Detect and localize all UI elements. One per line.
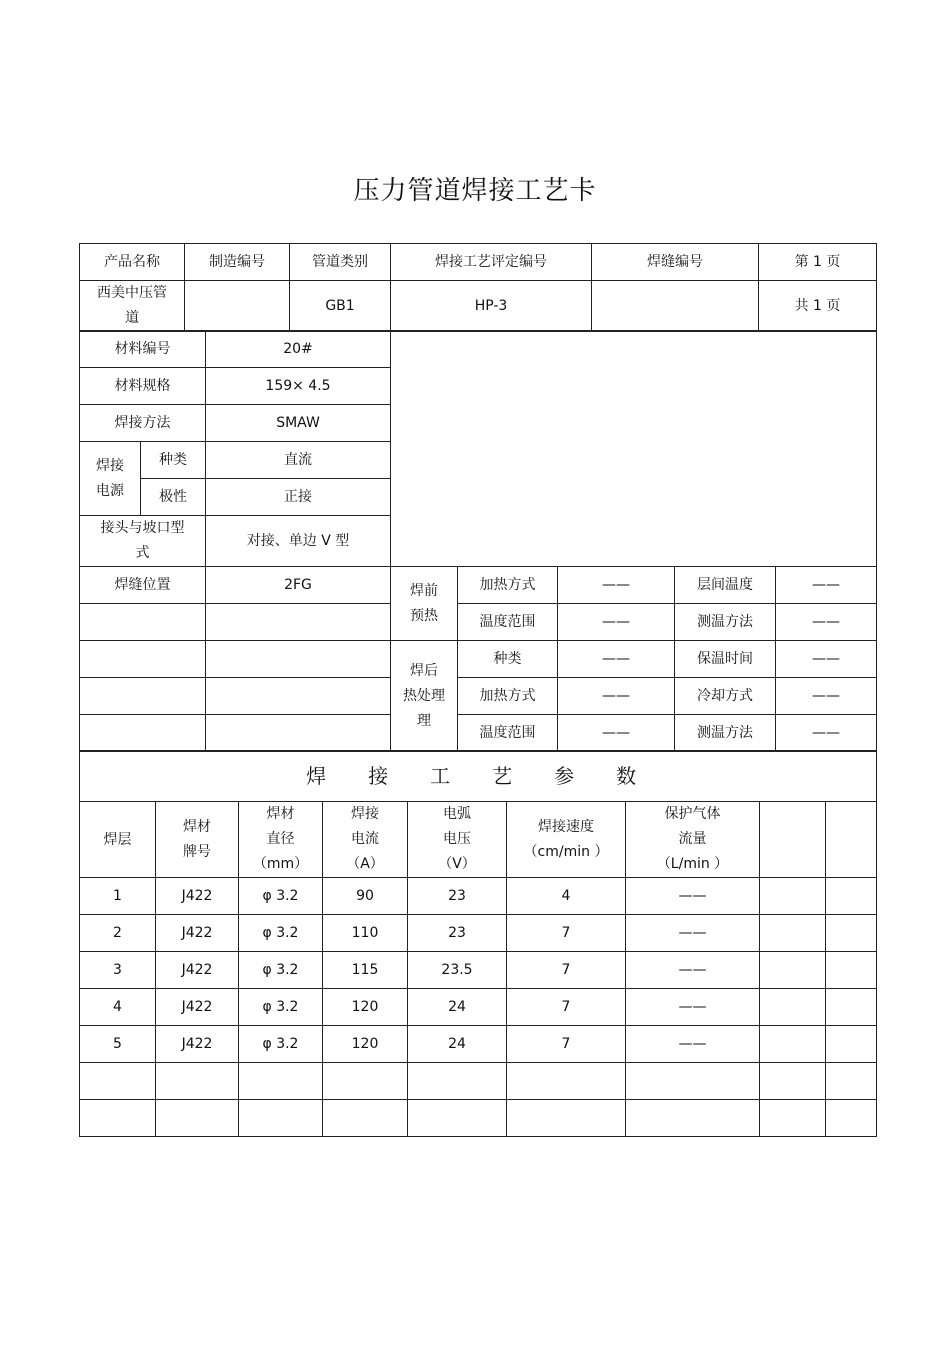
empty-cell [206,641,391,678]
preheat-temp-range-value: —— [558,604,675,641]
weld-method-value: SMAW [206,405,391,442]
preheat-method-value: —— [558,567,675,604]
joint-value: 对接、单边 V 型 [206,516,391,567]
speed-cell: 7 [507,989,626,1026]
speed-cell: 7 [507,952,626,989]
current-cell: 90 [323,878,408,915]
col-header-voltage [408,802,507,878]
empty-cell [826,952,877,989]
diameter-cell: φ 3.2 [239,1026,323,1063]
layer-cell: 1 [80,878,156,915]
col-header-dia-l3: （mm） [252,856,309,872]
cooling-method-value: —— [776,678,877,715]
empty-cell [760,1026,826,1063]
gas-cell: —— [626,878,760,915]
header-product-name-label: 产品名称 [80,244,185,281]
empty-cell [323,1063,408,1100]
section-title-char: 焊 [306,764,341,788]
weld-method-label: 焊接方法 [80,405,206,442]
col-header-current [323,802,408,878]
empty-cell [156,1063,239,1100]
col-header-speed-l2: （cm/min ） [523,843,609,860]
col-header-volt-l1: 电弧 [443,806,471,822]
pwht-temp-range-value: —— [558,715,675,752]
brand-cell: J422 [156,915,239,952]
manufacture-no-value [185,281,290,332]
power-source-line1: 焊接 [96,457,124,474]
weld-position-label: 焊缝位置 [80,567,206,604]
empty-cell [80,604,206,641]
hold-time-value: —— [776,641,877,678]
current-cell: 115 [323,952,408,989]
joint-label [80,516,206,567]
brand-cell: J422 [156,878,239,915]
material-spec-value: 159× 4.5 [206,368,391,405]
header-table [79,243,877,332]
empty-cell [156,1100,239,1137]
brand-cell: J422 [156,989,239,1026]
pwht-line2: 热处理 [403,687,445,704]
brand-cell: J422 [156,952,239,989]
power-source-line2: 电源 [96,482,124,499]
power-source-label [80,442,141,516]
gas-cell: —— [626,1026,760,1063]
pwht-type-label: 种类 [458,641,558,678]
col-header-blank [826,802,877,878]
document-title: 压力管道焊接工艺卡 [353,176,597,206]
empty-cell [760,878,826,915]
joint-label-line1: 接头与坡口型 [100,520,185,536]
empty-cell [626,1100,760,1137]
power-type-value: 直流 [206,442,391,479]
material-no-value: 20# [206,331,391,368]
section-title-char: 接 [368,764,403,788]
col-header-cur-l1: 焊接 [351,806,379,822]
gas-cell: —— [626,989,760,1026]
pwht-method-label: 加热方式 [458,678,558,715]
product-name-cell [80,281,185,332]
preheat-measure-value: —— [776,604,877,641]
material-no-label: 材料编号 [80,331,206,368]
section-title-char: 艺 [492,764,527,788]
current-cell: 120 [323,989,408,1026]
cooling-method-label: 冷却方式 [675,678,776,715]
table-row [80,915,877,952]
power-type-label: 种类 [141,442,206,479]
empty-cell [206,604,391,641]
col-header-gas-l2: 流量 [678,831,707,847]
empty-cell [826,989,877,1026]
empty-cell [408,1100,507,1137]
pwht-temp-range-label: 温度范围 [458,715,558,752]
empty-cell [80,715,206,752]
layer-cell: 2 [80,915,156,952]
pipe-category-value: GB1 [290,281,391,332]
empty-cell [826,915,877,952]
header-manufacture-no-label: 制造编号 [185,244,290,281]
preheat-line1: 焊前 [410,582,438,599]
preheat-line2: 预热 [410,607,438,624]
empty-cell [239,1100,323,1137]
layer-cell: 4 [80,989,156,1026]
preheat-label [391,567,458,641]
empty-cell [507,1063,626,1100]
empty-cell [626,1063,760,1100]
polarity-label: 极性 [141,479,206,516]
diameter-cell: φ 3.2 [239,989,323,1026]
col-header-volt-l2: 电压 [443,831,471,847]
col-header-dia-l2: 直径 [266,831,295,847]
current-cell: 120 [323,1026,408,1063]
pwht-measure-label: 测温方法 [675,715,776,752]
col-header-blank [760,802,826,878]
speed-cell: 7 [507,1026,626,1063]
product-name-line1: 西美中压管 [97,285,167,301]
product-name-line2: 道 [125,310,139,326]
diameter-cell: φ 3.2 [239,952,323,989]
empty-cell [760,952,826,989]
material-table [79,330,877,752]
wps-eval-no-value: HP-3 [391,281,592,332]
voltage-cell: 24 [408,989,507,1026]
voltage-cell: 23 [408,878,507,915]
diameter-cell: φ 3.2 [239,915,323,952]
col-header-diameter [239,802,323,878]
empty-cell [80,1063,156,1100]
pwht-line3: 理 [417,712,431,729]
preheat-measure-label: 测温方法 [675,604,776,641]
interpass-temp-value: —— [776,567,877,604]
preheat-temp-range-label: 温度范围 [458,604,558,641]
col-header-brand [156,802,239,878]
col-header-brand-l1: 焊材 [183,818,211,835]
col-header-brand-l2: 牌号 [183,843,211,860]
col-header-speed [507,802,626,878]
voltage-cell: 23.5 [408,952,507,989]
weld-no-value [592,281,759,332]
pwht-label [391,641,458,752]
empty-cell [408,1063,507,1100]
gas-cell: —— [626,915,760,952]
polarity-value: 正接 [206,479,391,516]
brand-cell: J422 [156,1026,239,1063]
params-section-title [80,751,877,802]
empty-cell [760,1063,826,1100]
joint-label-line2: 式 [135,545,150,561]
speed-cell: 7 [507,915,626,952]
col-header-gas-l3: （L/min ） [656,856,729,872]
col-header-volt-l3: （V） [438,856,476,872]
header-weld-no-label: 焊缝编号 [592,244,759,281]
table-row [80,878,877,915]
col-header-layer: 焊层 [80,802,156,878]
total-pages: 共 1 页 [759,281,877,332]
empty-cell [760,1100,826,1137]
col-header-gas-l1: 保护气体 [664,806,721,822]
header-pipe-category-label: 管道类别 [290,244,391,281]
pwht-method-value: —— [558,678,675,715]
pwht-line1: 焊后 [410,662,438,679]
header-wps-eval-no-label: 焊接工艺评定编号 [391,244,592,281]
table-row [80,989,877,1026]
empty-cell [760,989,826,1026]
layer-cell: 5 [80,1026,156,1063]
empty-cell [80,641,206,678]
section-title-char: 数 [616,764,651,788]
col-header-cur-l2: 电流 [351,831,379,847]
speed-cell: 4 [507,878,626,915]
col-header-speed-l1: 焊接速度 [538,818,594,835]
interpass-temp-label: 层间温度 [675,567,776,604]
empty-cell [760,915,826,952]
current-cell: 110 [323,915,408,952]
empty-cell [323,1100,408,1137]
layer-cell: 3 [80,952,156,989]
empty-cell [80,1100,156,1137]
table-row [80,1063,877,1100]
voltage-cell: 23 [408,915,507,952]
material-spec-label: 材料规格 [80,368,206,405]
weld-position-value: 2FG [206,567,391,604]
section-title-char: 工 [430,764,465,788]
pwht-type-value: —— [558,641,675,678]
voltage-cell: 24 [408,1026,507,1063]
table-row [80,1100,877,1137]
gas-cell: —— [626,952,760,989]
page-number: 第 1 页 [759,244,877,281]
blank-area [391,331,877,567]
pwht-measure-value: —— [776,715,877,752]
table-row [80,952,877,989]
hold-time-label: 保温时间 [675,641,776,678]
empty-cell [80,678,206,715]
params-table [79,750,877,1137]
preheat-method-label: 加热方式 [458,567,558,604]
empty-cell [826,1100,877,1137]
col-header-dia-l1: 焊材 [266,806,295,822]
section-title-char: 参 [554,764,589,788]
empty-cell [826,1026,877,1063]
empty-cell [507,1100,626,1137]
empty-cell [206,715,391,752]
empty-cell [826,878,877,915]
empty-cell [826,1063,877,1100]
col-header-cur-l3: （A） [346,856,384,872]
empty-cell [206,678,391,715]
empty-cell [239,1063,323,1100]
table-row [80,1026,877,1063]
col-header-gas [626,802,760,878]
diameter-cell: φ 3.2 [239,878,323,915]
